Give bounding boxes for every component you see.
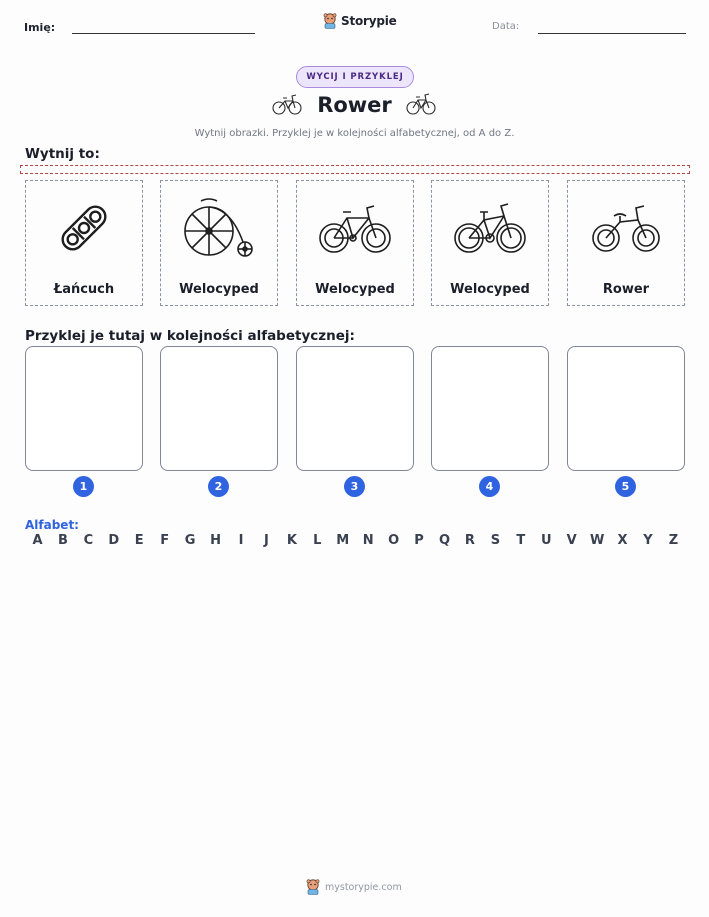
brand-logo	[323, 13, 397, 29]
page-title: Rower	[317, 93, 392, 117]
cut-card[interactable]	[160, 180, 278, 306]
bike-chain-icon	[52, 196, 116, 260]
slot-number: 4	[479, 476, 500, 497]
date-label: Data:	[492, 21, 520, 32]
card-label: Welocyped	[179, 282, 259, 297]
alphabet-row	[25, 533, 686, 548]
slot-number: 5	[615, 476, 636, 497]
name-label: Imię:	[24, 21, 56, 34]
alphabet-letter: Q	[438, 533, 451, 548]
alphabet-letter: L	[313, 533, 322, 548]
paste-slot[interactable]	[431, 346, 549, 471]
slot-number: 3	[344, 476, 365, 497]
alphabet-letter: J	[264, 533, 269, 548]
alphabet-letter: H	[210, 533, 221, 548]
alphabet-letter: K	[286, 533, 297, 548]
card-label: Welocyped	[315, 282, 395, 297]
alphabet-letter: T	[516, 533, 526, 548]
alphabet-letter: V	[566, 533, 577, 548]
instructions: Wytnij obrazki. Przyklej je w kolejności alfabetycznej, od A do Z.	[194, 128, 515, 139]
cut-card[interactable]	[296, 180, 414, 306]
alphabet-letter: R	[464, 533, 475, 548]
paste-slot[interactable]	[567, 346, 685, 471]
paste-slot[interactable]	[25, 346, 143, 471]
storypie-mascot-icon	[323, 13, 337, 29]
activity-badge: WYCIJ I PRZYKLEJ	[296, 66, 414, 88]
alphabet-letter: P	[414, 533, 424, 548]
alphabet-letter: W	[589, 533, 605, 548]
alphabet-letter: M	[336, 533, 350, 548]
cut-line	[20, 165, 690, 174]
paste-slot[interactable]	[296, 346, 414, 471]
alphabet-letter: G	[184, 533, 196, 548]
alphabet-letter: O	[388, 533, 400, 548]
alphabet-letter: Z	[668, 533, 679, 548]
name-field[interactable]	[72, 33, 255, 34]
cut-card[interactable]	[567, 180, 685, 306]
cut-card[interactable]	[431, 180, 549, 306]
footer-link[interactable]: mystorypie.com	[325, 881, 402, 893]
alphabet-letter: B	[57, 533, 68, 548]
date-field[interactable]	[538, 33, 686, 34]
alphabet-letter: U	[540, 533, 552, 548]
mountain-bicycle-icon	[454, 198, 526, 258]
alphabet-letter: C	[83, 533, 94, 548]
cut-card[interactable]	[25, 180, 143, 306]
paste-heading: Przyklej je tutaj w kolejności alfabetycznej:	[25, 328, 355, 344]
city-bicycle-icon	[319, 198, 391, 258]
alphabet-letter: X	[617, 533, 628, 548]
alphabet-letter: A	[32, 533, 43, 548]
alphabet-letter: S	[490, 533, 501, 548]
alphabet-letter: Y	[643, 533, 653, 548]
alphabet-heading: Alfabet:	[25, 518, 79, 532]
alphabet-letter: N	[362, 533, 374, 548]
storypie-mascot-icon	[306, 879, 320, 895]
cut-heading: Wytnij to:	[25, 146, 100, 162]
slot-number: 2	[208, 476, 229, 497]
alphabet-letter: F	[160, 533, 170, 548]
card-label: Welocyped	[450, 282, 530, 297]
brand-name: Storypie	[341, 14, 397, 28]
footer	[306, 879, 402, 895]
alphabet-letter: E	[134, 533, 144, 548]
bicycle-icon	[406, 92, 436, 116]
balance-bike-icon	[590, 198, 662, 258]
card-label: Rower	[602, 282, 650, 297]
slot-number: 1	[73, 476, 94, 497]
paste-slot[interactable]	[160, 346, 278, 471]
alphabet-letter: D	[108, 533, 120, 548]
alphabet-letter: I	[238, 533, 244, 548]
penny-farthing-icon	[181, 195, 257, 261]
card-label: Łańcuch	[53, 282, 115, 297]
